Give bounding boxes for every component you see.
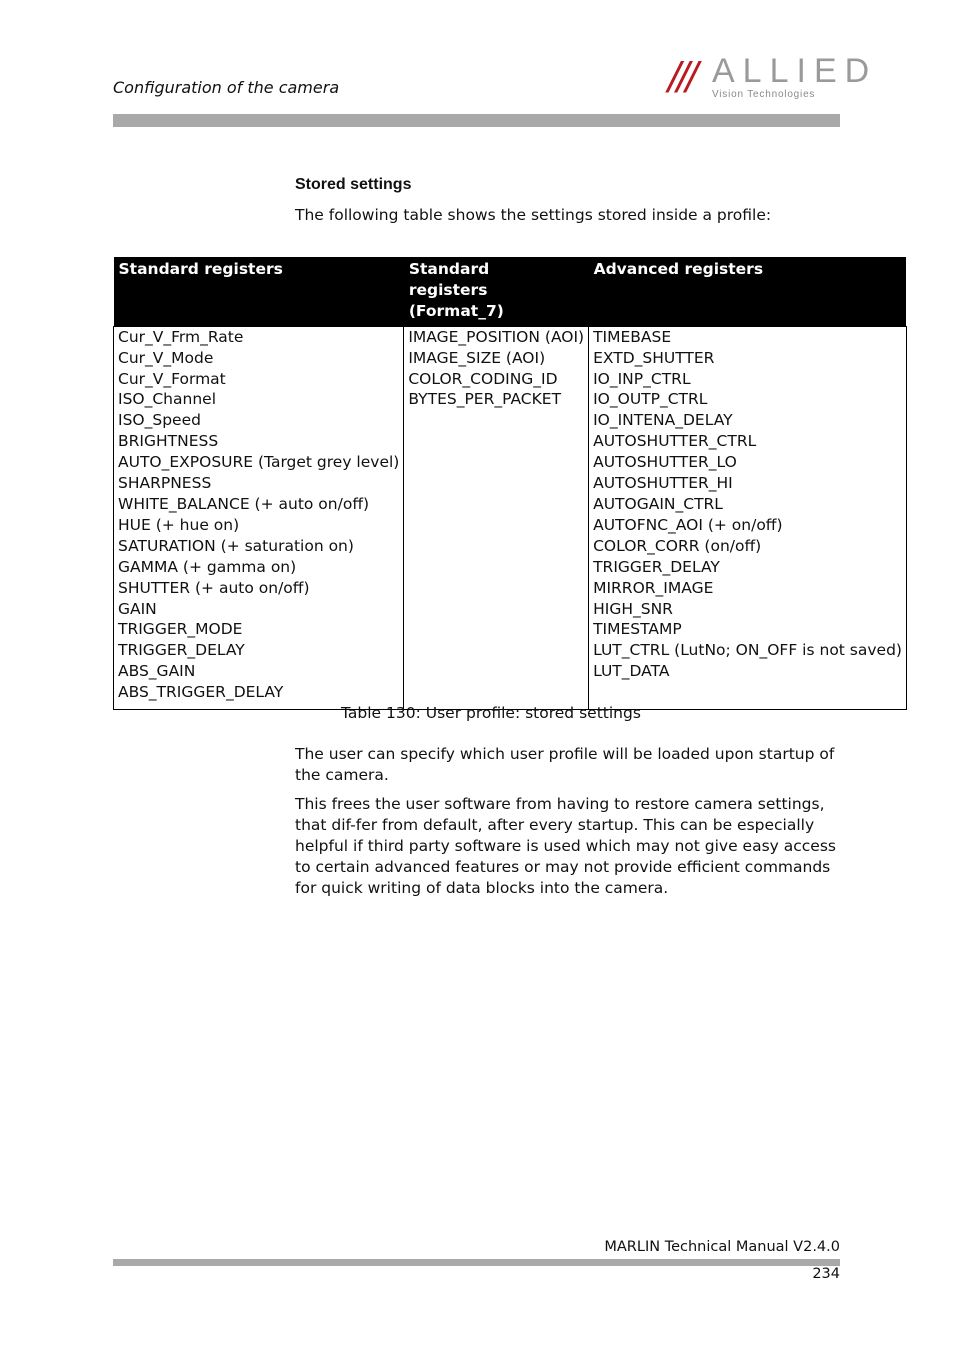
register-entry: LUT_DATA <box>593 662 670 681</box>
running-header-title: Configuration of the camera <box>113 78 340 97</box>
register-entry: EXTD_SHUTTER <box>593 348 715 367</box>
register-entry: TRIGGER_DELAY <box>118 641 245 660</box>
register-entry: AUTOGAIN_CTRL <box>593 494 723 513</box>
register-entry: LUT_CTRL (LutNo; ON_OFF is not saved) <box>593 641 902 660</box>
header-rule <box>113 114 840 127</box>
table-header-row <box>114 257 907 326</box>
body-paragraph-2: This frees the user software from having to restore camera settings, that dif-fer from default, after every startup. This can be especially helpful if third party software is used which may not give easy access to certain advanced features or may not provide efficient commands for quick writing of data blocks into the camera. <box>295 795 836 897</box>
register-entry: AUTO_EXPOSURE (Target grey level) <box>118 453 400 472</box>
logo-brand: ALLIED <box>712 52 878 90</box>
register-entry: ISO_Speed <box>118 411 201 430</box>
register-entry: HIGH_SNR <box>593 599 673 618</box>
header-standard-registers-format7 <box>404 257 589 326</box>
register-entry: COLOR_CORR (on/off) <box>593 536 762 555</box>
allied-logo <box>668 52 878 102</box>
register-entry: SHARPNESS <box>118 474 212 493</box>
register-entry: IO_INP_CTRL <box>593 369 691 388</box>
register-entry: TIMESTAMP <box>593 620 682 639</box>
section-heading: Stored settings <box>295 176 412 193</box>
header-format7-label: Standard registers (Format_7) <box>408 260 504 320</box>
table-caption: Table 130: User profile: stored settings <box>341 704 641 722</box>
register-entry: Cur_V_Frm_Rate <box>118 327 244 346</box>
register-entry: IMAGE_POSITION (AOI) <box>408 327 585 346</box>
register-entry: SATURATION (+ saturation on) <box>118 536 354 555</box>
format7-registers-cell <box>404 326 589 709</box>
register-entry: COLOR_CODING_ID <box>408 369 558 388</box>
stored-settings-table <box>113 257 907 710</box>
register-entry: AUTOSHUTTER_LO <box>593 453 737 472</box>
register-entry: BYTES_PER_PACKET <box>408 390 562 409</box>
register-entry: WHITE_BALANCE (+ auto on/off) <box>118 494 370 513</box>
footer-manual-title: MARLIN Technical Manual V2.4.0 <box>604 1239 840 1255</box>
header-advanced-registers: Advanced registers <box>589 257 907 326</box>
header-standard-registers: Standard registers <box>114 257 404 326</box>
intro-text: The following table shows the settings stored inside a profile: <box>295 206 772 224</box>
register-entry: ABS_GAIN <box>118 662 196 681</box>
table-row <box>114 326 907 709</box>
standard-registers-cell <box>114 326 404 709</box>
register-entry: HUE (+ hue on) <box>118 515 240 534</box>
register-entry: GAMMA (+ gamma on) <box>118 557 297 576</box>
register-entry: SHUTTER (+ auto on/off) <box>118 578 310 597</box>
register-entry: BRIGHTNESS <box>118 432 219 451</box>
footer-rule <box>113 1259 840 1266</box>
register-entry: MIRROR_IMAGE <box>593 578 714 597</box>
logo-slashes: /// <box>668 54 695 98</box>
advanced-registers-cell <box>589 326 907 709</box>
page-number: 234 <box>812 1266 840 1282</box>
register-entry: TRIGGER_MODE <box>118 620 243 639</box>
register-entry: ABS_TRIGGER_DELAY <box>118 683 284 702</box>
register-entry: GAIN <box>118 599 157 618</box>
register-entry: AUTOFNC_AOI (+ on/off) <box>593 515 783 534</box>
register-entry: IO_OUTP_CTRL <box>593 390 708 409</box>
register-entry: IO_INTENA_DELAY <box>593 411 733 430</box>
logo-tagline: Vision Technologies <box>712 89 816 100</box>
register-entry: IMAGE_SIZE (AOI) <box>408 348 546 367</box>
register-entry: TRIGGER_DELAY <box>593 557 720 576</box>
register-entry: Cur_V_Format <box>118 369 226 388</box>
register-entry: AUTOSHUTTER_HI <box>593 474 733 493</box>
register-entry: ISO_Channel <box>118 390 216 409</box>
register-entry: Cur_V_Mode <box>118 348 214 367</box>
register-entry: TIMEBASE <box>593 327 672 346</box>
register-entry: AUTOSHUTTER_CTRL <box>593 432 757 451</box>
body-paragraph-1: The user can specify which user profile will be loaded upon startup of the camera. <box>295 745 835 784</box>
